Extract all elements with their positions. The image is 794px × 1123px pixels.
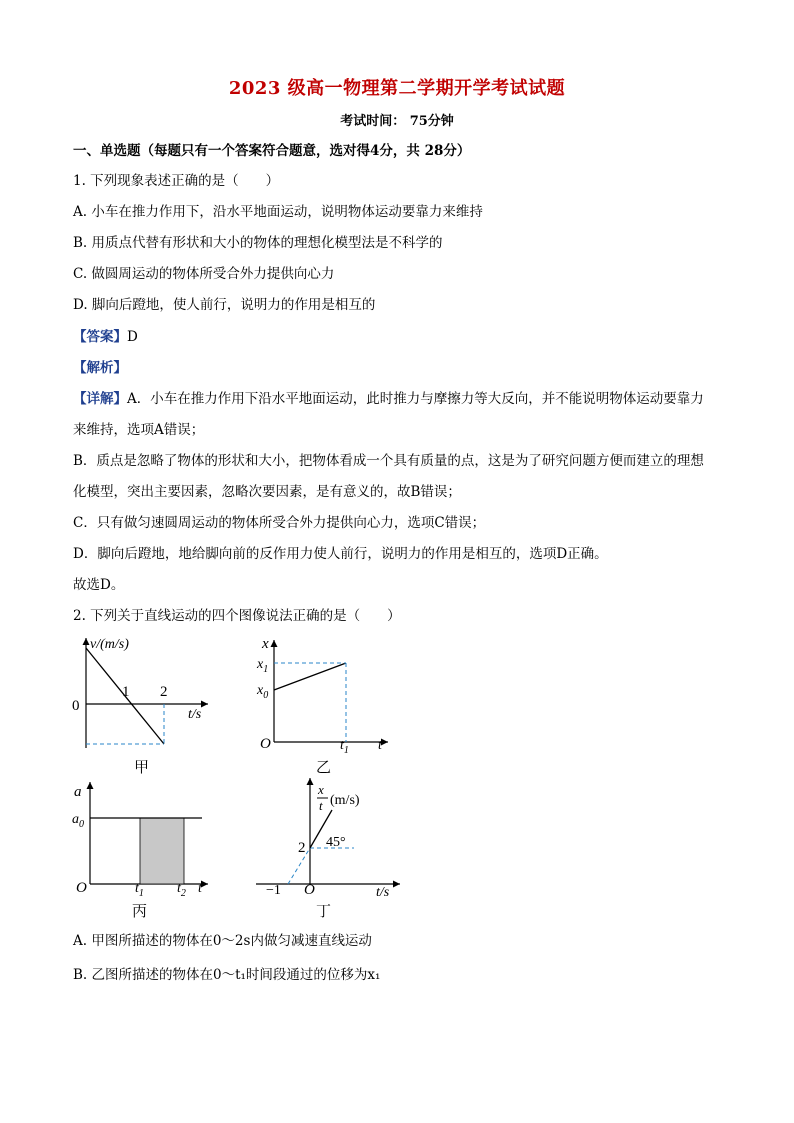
q1-option-d: D. 脚向后蹬地，使人前行，说明力的作用是相互的	[73, 297, 376, 313]
bing-xlabel: t	[198, 881, 202, 896]
bing-t2: $t_2$	[177, 881, 186, 899]
jia-caption: 甲	[134, 760, 150, 776]
figure-yi	[256, 636, 388, 776]
jia-xlabel: t/s	[188, 707, 202, 722]
figure-ding	[256, 778, 400, 920]
q2-figures	[60, 630, 420, 925]
bing-ylabel: a	[74, 784, 82, 800]
yi-x1: $x_1$	[257, 657, 269, 675]
ding-caption: 丁	[316, 904, 332, 920]
ding-ylabel-num: x	[318, 782, 324, 797]
ding-ylabel-den: t	[319, 798, 323, 813]
ding-neg1: −1	[266, 883, 281, 898]
q1-detail-line-4: 化模型，突出主要因素，忽略次要因素，是有意义的，故B错误；	[73, 484, 461, 500]
q1-detail-line-1	[73, 390, 704, 408]
analysis-tag: 【解析】	[73, 360, 127, 376]
q1-analysis-row	[73, 359, 127, 377]
exam-time: 考试时间： 75分钟	[340, 114, 454, 129]
jia-origin: 0	[72, 698, 80, 714]
detail-text: A．小车在推力作用下沿水平地面运动，此时推力与摩擦力等大反向，并不能说明物体运动要靠力	[127, 391, 704, 407]
q2-stem: 2. 下列关于直线运动的四个图像说法正确的是（ ）	[73, 608, 401, 624]
q1-detail-line-7: 故选D。	[73, 577, 125, 593]
yi-t1: $t_1$	[340, 738, 349, 756]
ding-origin: O	[304, 882, 315, 898]
q2-option-b: B. 乙图所描述的物体在0～t₁时间段通过的位移为x₁	[73, 967, 381, 983]
ding-intercept: 2	[298, 840, 306, 856]
bing-a0: $a_0$	[72, 812, 84, 830]
jia-tick-1: 1	[122, 684, 130, 700]
bing-caption: 丙	[132, 904, 148, 920]
q1-detail-line-2: 来维持，选项A错误；	[73, 422, 205, 438]
answer-value: D	[127, 329, 138, 345]
q1-option-c: C. 做圆周运动的物体所受合外力提供向心力	[73, 266, 335, 282]
q1-detail-line-3: B．质点是忽略了物体的形状和大小，把物体看成一个具有质量的点，这是为了研究问题方便而建立的理想	[73, 453, 704, 469]
q2-option-a: A. 甲图所描述的物体在0～2s内做匀减速直线运动	[73, 933, 372, 949]
figure-bing	[72, 782, 208, 920]
ding-ylabel-unit: (m/s)	[330, 793, 360, 808]
yi-origin: O	[260, 736, 271, 752]
q1-answer-row	[73, 328, 138, 346]
q1-detail-line-5: C．只有做匀速圆周运动的物体所受合外力提供向心力，选项C错误；	[73, 515, 486, 531]
yi-x0: $x_0$	[257, 683, 269, 701]
yi-ylabel: x	[262, 636, 269, 652]
q1-detail-line-6: D．脚向后蹬地，地给脚向前的反作用力使人前行，说明力的作用是相互的，选项D正确。	[73, 546, 608, 562]
ding-xlabel: t/s	[376, 885, 390, 900]
bing-t1: $t_1$	[135, 881, 144, 899]
yi-caption: 乙	[316, 760, 332, 776]
q1-stem: 1. 下列现象表述正确的是（ ）	[73, 173, 280, 189]
exam-title: 2023 级高一物理第二学期开学考试试题	[228, 78, 566, 99]
jia-tick-2: 2	[160, 684, 168, 700]
answer-tag: 【答案】	[73, 329, 127, 345]
detail-tag: 【详解】	[73, 391, 127, 407]
ding-angle: 45°	[326, 835, 346, 850]
jia-ylabel: v/(m/s)	[90, 637, 129, 652]
q1-option-a: A. 小车在推力作用下，沿水平地面运动，说明物体运动要靠力来维持	[73, 204, 483, 220]
yi-xlabel: t	[378, 738, 382, 753]
figure-jia	[72, 637, 208, 776]
section-heading: 一、单选题（每题只有一个答案符合题意，选对得4分，共 28分）	[73, 143, 471, 159]
q1-option-b: B. 用质点代替有形状和大小的物体的理想化模型法是不科学的	[73, 235, 443, 251]
bing-origin: O	[76, 880, 87, 896]
